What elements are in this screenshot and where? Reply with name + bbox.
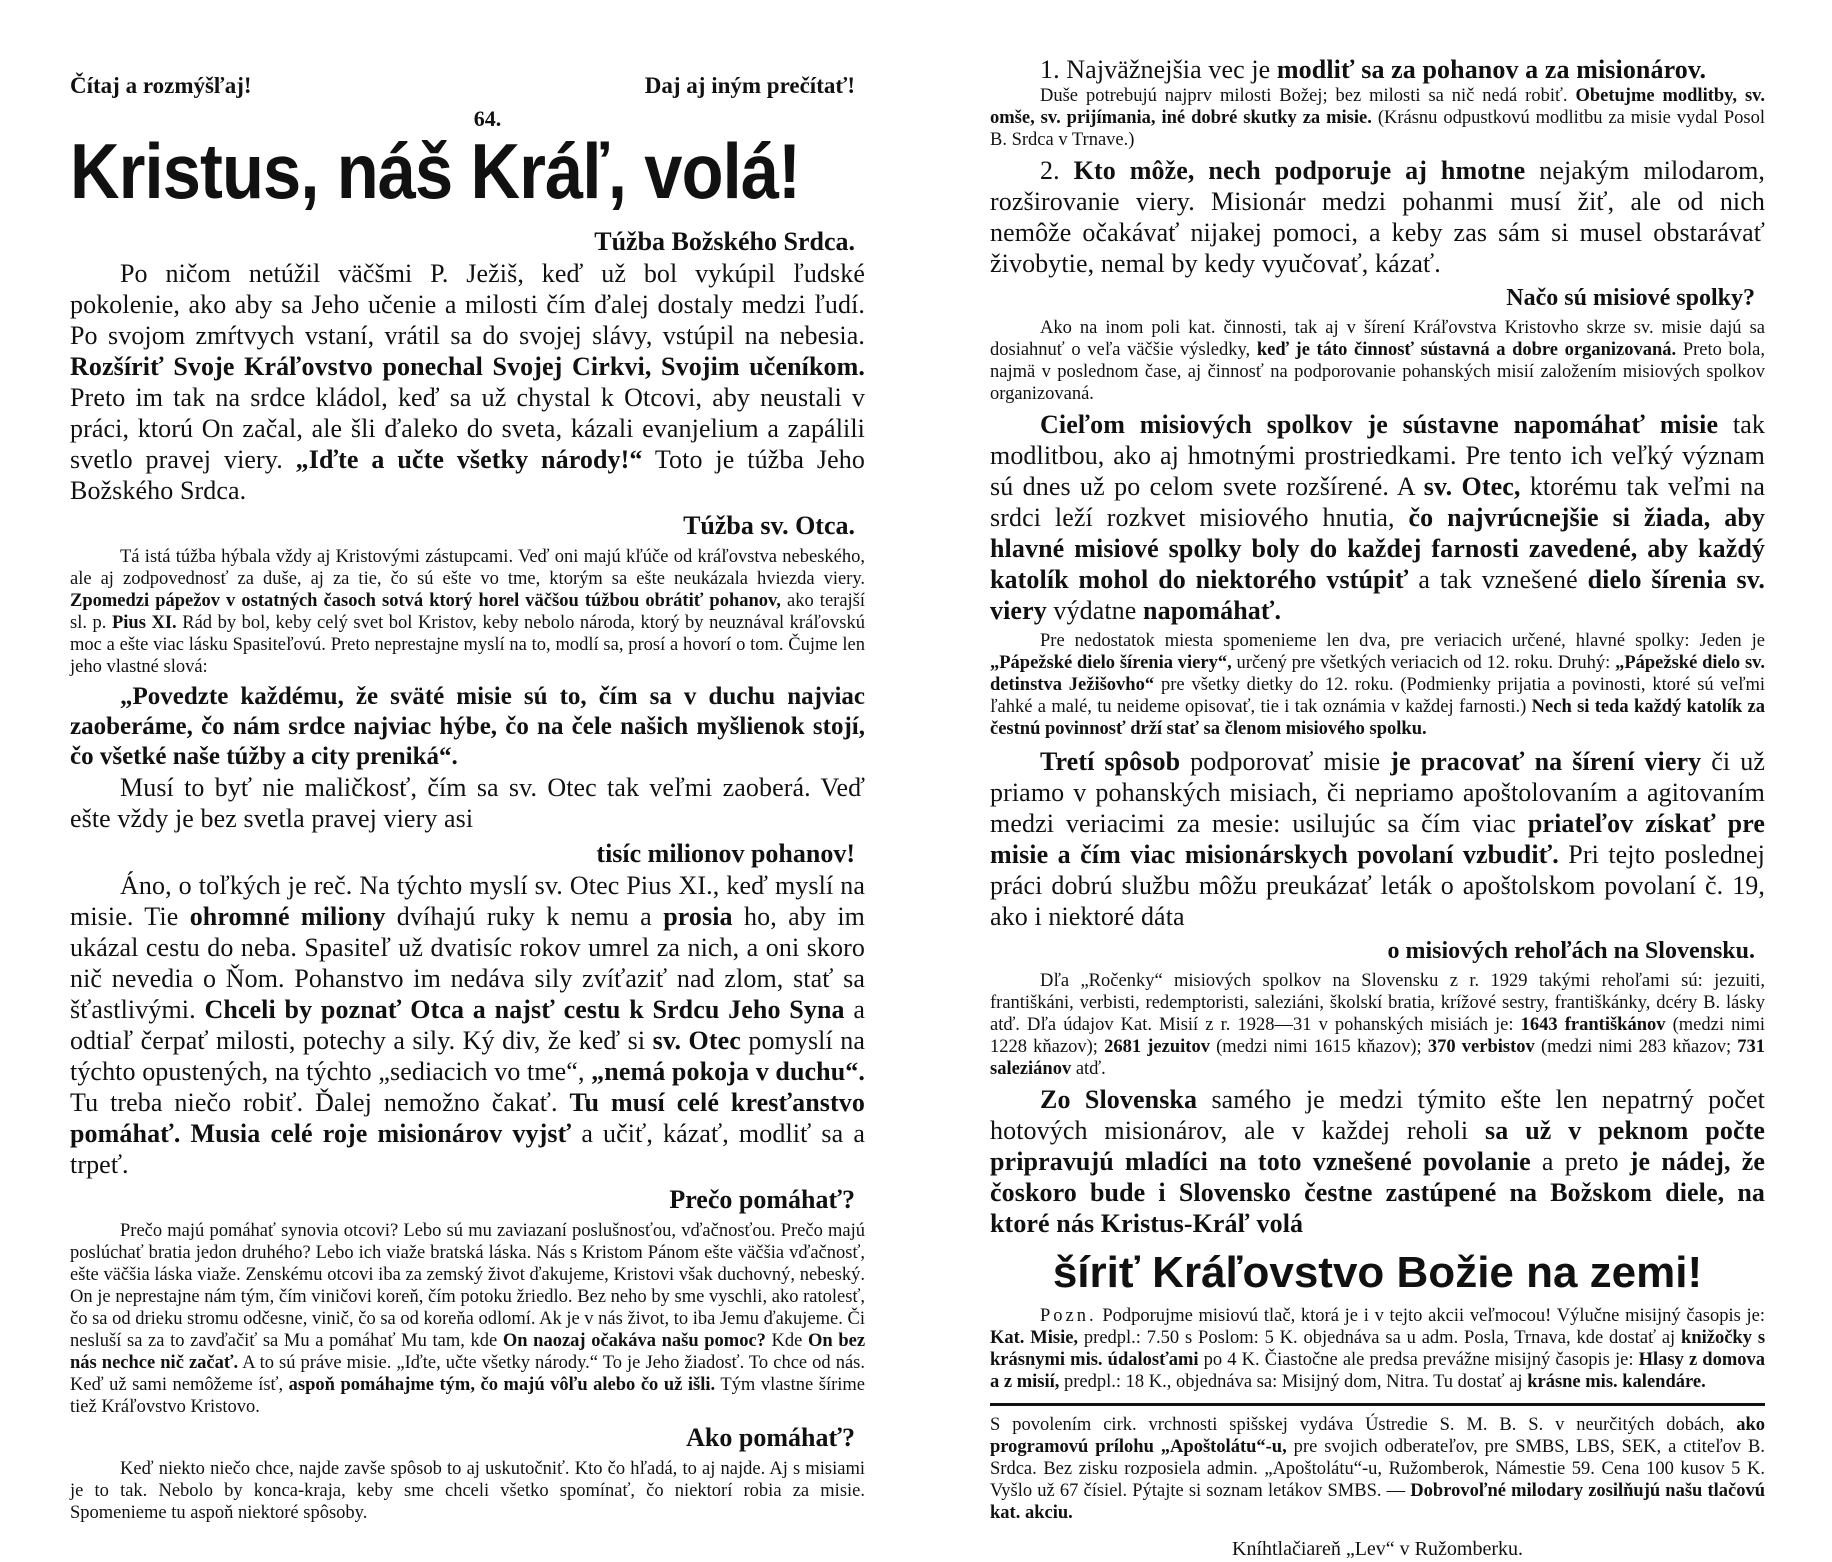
paragraph-heart: Po ničom netúžil väčšmi P. Ježiš, keď už bol vykúpil ľudské pokolenie, ako aby sa Jeho učenie a milosti čím ďalej dostaly medzi ľudí. Po svojom zmŕtvych vstaní, vrátil sa do svojej slávy, vstúpil na nebesia. Rozšíriť Svoje Kráľovstvo ponechal Svojej Cirkvi, Svojim učeníkom. Preto im tak na srdce kládol, keď sa už chystal k Otcovi, aby neustali v práci, ktorú On začal, ale šli ďaleko do sveta, kázali evanjelium a zapálili svetlo pravej viery. „Iďte a učte všetky národy!“ Toto je túžba Jeho Božského Srdca. <box>70 259 865 505</box>
point-one-detail: Duše potrebujú najprv milosti Božej; bez milosti sa nič nedá robiť. Obetujme modlitby, sv. omše, sv. prijímania, iné dobré skutky za misie. (Krásnu odpustkovú modlitbu za misie vydal Posol B. Srdca v Trnave.) <box>990 86 1766 150</box>
header-left: Čítaj a rozmýšľaj! <box>70 73 252 98</box>
heading-mission-societies: Načo sú misiové spolky? <box>1506 285 1755 311</box>
pope-quote: „Povedzte každému, že sväté misie sú to, čím sa v duchu najviac zaoberáme, čo nám srdce najviac hýbe, čo na čele našich myšlienok stojí, čo všetké naše túžby a city preniká“. <box>70 683 865 770</box>
printer-imprint: Kníhtlačiareň „Lev“ v Ružomberku. <box>1232 1538 1523 1560</box>
header-row <box>70 72 865 100</box>
paragraph-societies-goal: Cieľom misiových spolkov je sústavne napomáhať misie tak modlitbou, ako aj hmotnými prostriedkami. Pre tento ich veľký význam sú dnes už po celom svete rozšírené. A sv. Otec, ktorému tak veľmi na srdci leží rozkvet misiového hnutia, čo najvrúcnejšie si žiada, aby hlavné misiové spolky boly do každej farnosti zavedené, aby každý katolík mohol do niektorého vstúpiť a tak vznešené dielo šírenia sv. viery výdatne napomáhať. <box>990 410 1766 625</box>
paragraph-how-help: Keď niekto niečo chce, najde zavše spôsob to aj uskutočniť. Kto čo hľadá, to aj najde. Aj s misiami je to tak. Nebolo by konca-kraja, keby sme chceli všetko spomínať, čo niektorí robia za misie. Spomenieme tu aspoň niektoré spôsoby. <box>70 1459 865 1523</box>
note-press: Pozn. Podporujme misiovú tlač, ktorá je i v tejto akcii veľmocou! Výlučne misijný časopis je: Kat. Misie, predpl.: 7.50 s Poslom: 5 K. objednáva sa u adm. Posla, Trnava, kde dostať aj knižočky s krásnymi mis. údalosťami po 4 K. Čiastočne ale predsa prevážne misijný časopis je: Hlasy z domova a z misií, predpl.: 18 K., objednáva sa: Misijný dom, Nitra. Tu dostať aj krásne mis. kalendáre. <box>990 1306 1766 1392</box>
paragraph-pagans: Áno, o toľkých je reč. Na týchto myslí sv. Otec Pius XI., keď myslí na misie. Tie ohromné miliony dvíhajú ruky k nemu a prosia ho, aby im ukázal cestu do neba. Spasiteľ už dvatisíc rokov umrel za nich, a oni skoro nič nevedia o Ňom. Pohanstvo im nedáva sily zvíťaziť nad zlom, stať sa šťastlivými. Chceli by poznať Otca a najsť cestu k Srdcu Jeho Syna a odtiaľ čerpať milosti, potechy a sily. Ký div, že keď si sv. Otec pomyslí na týchto opustených, na týchto „sediacich vo tme“, „nemá pokoja v duchu“. Tu treba niečo robiť. Ďalej nemožno čakať. Tu musí celé kresťanstvo pomáhať. Musia celé roje misionárov vyjsť a učiť, kázať, modliť sa a trpeť. <box>70 871 866 1179</box>
heading-how-help: Ako pomáhať? <box>686 1423 855 1452</box>
publisher-note: S povolením cirk. vrchnosti spišskej vydáva Ústredie S. M. B. S. v neurčitých dobách, ako programovú prílohu „Apoštolátu“-u, pre svojich odberateľov, pre SMBS, LBS, SEK, a ctiteľov B. Srdca. Bez zisku rozposiela admin. „Apoštolátu“-u, Ružomberok, Námestie 59. Cena 100 kusov 5 K. Vyšlo už 67 čísiel. Pýtajte si soznam letákov SMBS. — Dobrovoľné milodary zosilňujú našu tlačovú kat. akciu. <box>990 1415 1766 1523</box>
left-page <box>70 50 866 1523</box>
divider <box>990 1403 1765 1406</box>
heading-holy-father: Túžba sv. Otca. <box>683 511 855 540</box>
heading-heart: Túžba Božského Srdca. <box>594 227 855 256</box>
point-one: 1. Najväžnejšia vec je modliť sa za pohanov a za misionárov. <box>1040 55 1707 84</box>
paragraph-slovakia: Zo Slovenska samého je medzi týmito ešte len nepatrný počet hotových misionárov, ale v každej reholi sa už v peknom počte pripravujú mladíci na toto vznešené povolanie a preto je nádej, že čoskoro bude i Slovensko čestne zastúpené na Božskom diele, na ktoré nás Kristus-Kráľ volá <box>990 1085 1765 1238</box>
paragraph-two-societies: Pre nedostatok miesta spomenieme len dva, pre veriacich určené, hlavné spolky: Jeden je „Pápežské dielo šírenia viery“, určený pre všetkých veriacich od 12. roku. Druhý: „Pápežské dielo sv. detinstva Ježišovho“ pre všetky dietky do 12. roku. (Podmienky prijatia a povinosti, ktoré sú veľmi ľahké a malé, tu neideme opisovať, tie i tak oznámia v každej farnosti.) Nech si teda každý katolík za čestnú povinnosť drží stať sa členom misiového spolku. <box>990 631 1766 739</box>
paragraph-trifle: Musí to byť nie maličkosť, čím sa sv. Otec tak veľmi zaoberá. Veď ešte vždy je bez svetla pravej viery asi <box>70 773 865 833</box>
heading-million: tisíc milionov pohanov! <box>596 839 855 868</box>
paragraph-why-help: Prečo majú pomáhať synovia otcovi? Lebo sú mu zaviazaní poslušnosťou, vďačnosťou. Prečo majú poslúchať bratia jedon druhého? Lebo ich viaže bratská láska. Nás s Kristom Pánom ešte väčšia vďačnosť, ešte väčšia láska viaže. Zenskému otcovi iba za zemský život ďakujeme, Kristovi však duchovný, nebeský. On je neprestajne nám tým, čím viničovi koreň, čím potoku žriedlo. Bez neho by sme vyschli, ako ratolesť, čo sa od drieku stromu odčesne, vinič, čo sa od koreňa odlomí. Ak je v nás život, to iba Jemu ďakujeme. Či nesluší sa za to zavďačiť sa Mu a pomáhať Mu tam, kde On naozaj očakáva našu pomoc? Kde On bez nás nechce nič začať. A to sú práve misie. „Iďte, učte všetky národy.“ To je Jeho žiadosť. To chce od nás. Keď už sami nemôžeme ísť, aspoň pomáhajme tým, čo majú vôľu alebo čo už išli. Tým vlastne šírime tiež Kráľovstvo Kristovo. <box>70 1221 866 1417</box>
closing-slogan: šíriť Kráľovstvo Božie na zemi! <box>1052 1248 1703 1297</box>
header-right: Daj aj iným prečítať! <box>644 73 855 98</box>
heading-orders: o misiových rehoľách na Slovensku. <box>1387 938 1755 964</box>
page-title: Kristus, náš Kráľ, volá! <box>70 127 801 215</box>
paragraph-societies-intro: Ako na inom poli kat. činnosti, tak aj v šírení Kráľovstva Kristovho skrze sv. misie dajú sa dosiahnuť o veľa väčšie výsledky, keď je táto činnosť sústavná a dobre organizovaná. Preto bola, najmä v poslednom čase, aj činnosť na podporovanie pohanských misií založením misiových spolkov organizovaná. <box>990 318 1766 404</box>
point-two: 2. Kto môže, nech podporuje aj hmotne nejakým milodarom, rozširovanie viery. Misionár medzi pohanmi musí žiť, ale od nich nemôže očakávať nijakej pomoci, a keby zas sám si musel obstarávať živobytie, nemal by kedy vyučovať, kázať. <box>990 156 1765 278</box>
issue-number: 64. <box>473 106 502 131</box>
heading-why-help: Prečo pomáhať? <box>669 1185 855 1214</box>
paragraph-orders: Dľa „Ročenky“ misiových spolkov na Slovensku z r. 1929 takými rehoľami sú: jezuiti, františkáni, verbisti, redemptoristi, saleziáni, školskí bratia, krížové sestry, františkánky, dcéry B. lásky atď. Dľa údajov Kat. Misií z r. 1928—31 v pohanských misiách je: 1643 františkánov (medzi nimi 1228 kňazov); 2681 jezuitov (medzi nimi 1615 kňazov); 370 verbistov (medzi nimi 283 kňazov; 731 saleziánov atď. <box>990 971 1766 1079</box>
paragraph-holy-father: Tá istá túžba hýbala vždy aj Kristovými zástupcami. Veď oni majú kľúče od kráľovstva nebeského, ale aj zodpovednosť za duše, aj za tie, čo sú ešte vo tme, ktorým sa ešte neukázala hviezda viery. Zpomedzi pápežov v ostatných časoch sotvá ktorý horel väčšou túžbou obrátiť pohanov, ako terajší sl. p. Pius XI. Rád by bol, keby celý svet bol Kristov, keby nebolo národa, ktorý by neuznával kráľovskú moc a ešte viac lásku Spasiteľovú. Preto neprestajne myslí na to, modlí sa, prosí a hovorí o tom. Čujme len jeho vlastné slová: <box>70 547 866 677</box>
right-page <box>990 50 1766 1560</box>
paragraph-third-way: Tretí spôsob podporovať misie je pracovať na šírení viery či už priamo v pohanských misiach, či nepriamo apoštolovaním a agitovaním medzi veriacimi za mesie: usilujúc sa čím viac priateľov získať pre misie a čím viac misionárskych povolaní vzbudiť. Pri tejto poslednej práci dobrú službu môžu preukázať leták o apoštolskom povolaní č. 19, ako i niektoré dáta <box>990 747 1765 931</box>
